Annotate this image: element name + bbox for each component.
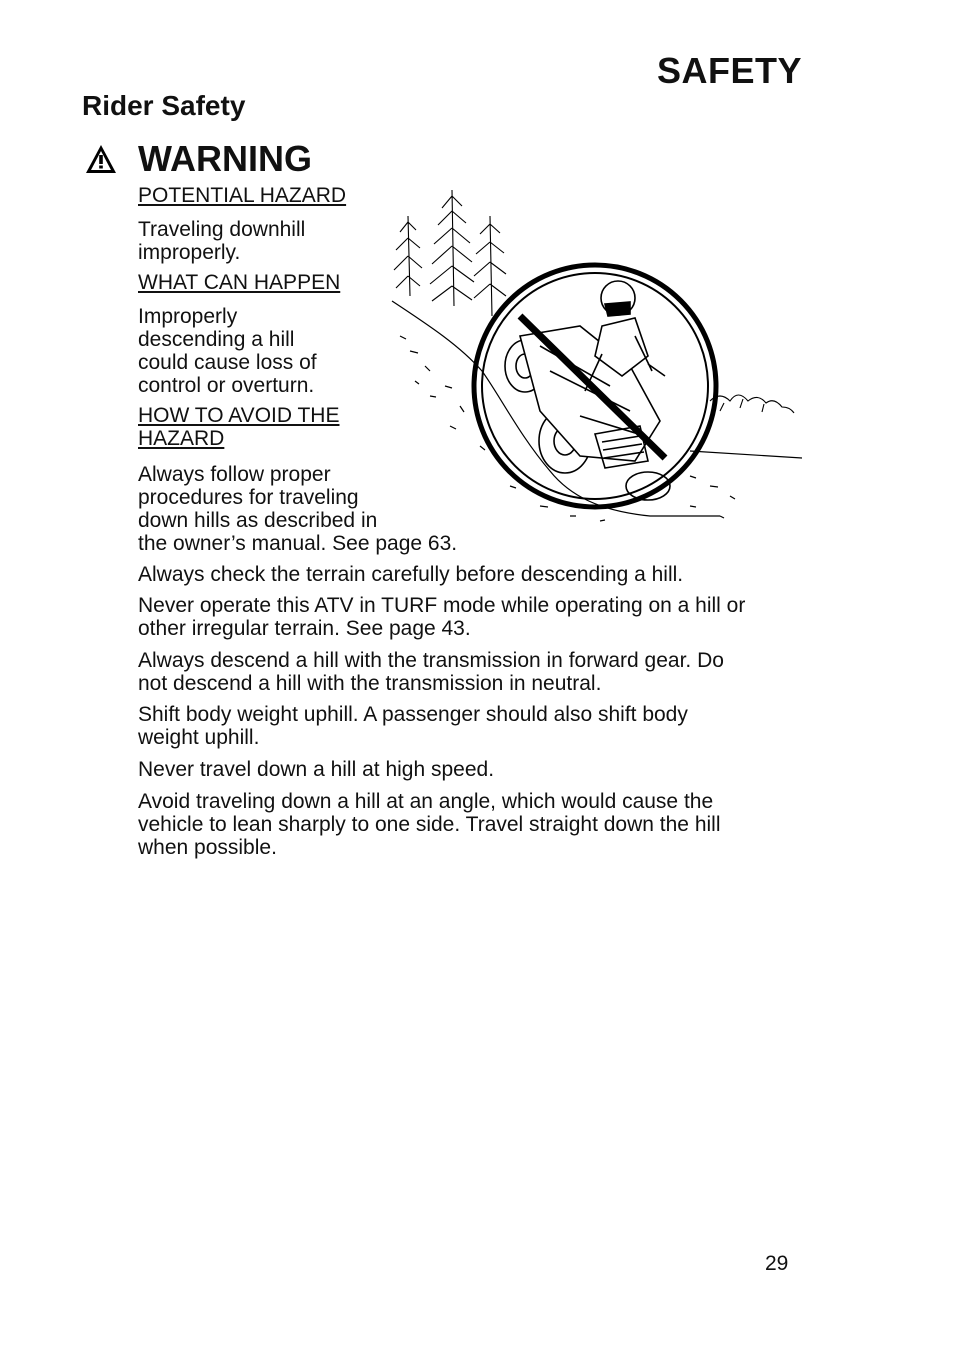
potential-hazard-label: POTENTIAL HAZARD: [138, 184, 347, 207]
subsection-title: Rider Safety: [82, 90, 246, 121]
atv-rider-drawing: [505, 281, 670, 500]
paragraph-body-weight: Shift body weight uphill. A passenger should also shift body weight uphill.: [138, 703, 688, 749]
prohibition-sign: [474, 265, 716, 507]
how-to-avoid-label: HOW TO AVOID THE HAZARD: [138, 404, 340, 450]
paragraph-angle: Avoid traveling down a hill at an angle, which would cause the vehicle to lean sharply to one side. Travel straight down the hill when possible.: [138, 790, 721, 859]
how-to-avoid-text: Always follow proper procedures for traveling down hills as described in the owner’s manual. See page 63.: [138, 463, 458, 555]
page-number: 29: [765, 1252, 789, 1275]
paragraph-check-terrain: Always check the terrain carefully before descending a hill.: [138, 563, 684, 586]
paragraph-forward-gear: Always descend a hill with the transmission in forward gear. Do not descend a hill with the transmission in neutral.: [138, 649, 724, 695]
what-can-happen-label: WHAT CAN HAPPEN: [138, 271, 341, 294]
warning-title: WARNING: [138, 138, 312, 179]
potential-hazard-text: Traveling downhill improperly.: [138, 218, 306, 264]
paragraph-high-speed: Never travel down a hill at high speed.: [138, 758, 495, 781]
warning-header: [84, 138, 312, 180]
what-can-happen-text: Improperly descending a hill could cause loss of control or overturn.: [138, 305, 317, 397]
paragraph-turf-mode: Never operate this ATV in TURF mode while operating on a hill or other irregular terrain. See page 43.: [138, 594, 746, 640]
atv-downhill-prohibited-illustration: [390, 186, 802, 531]
warning-triangle-icon: [84, 143, 118, 175]
section-title: SAFETY: [656, 50, 802, 91]
